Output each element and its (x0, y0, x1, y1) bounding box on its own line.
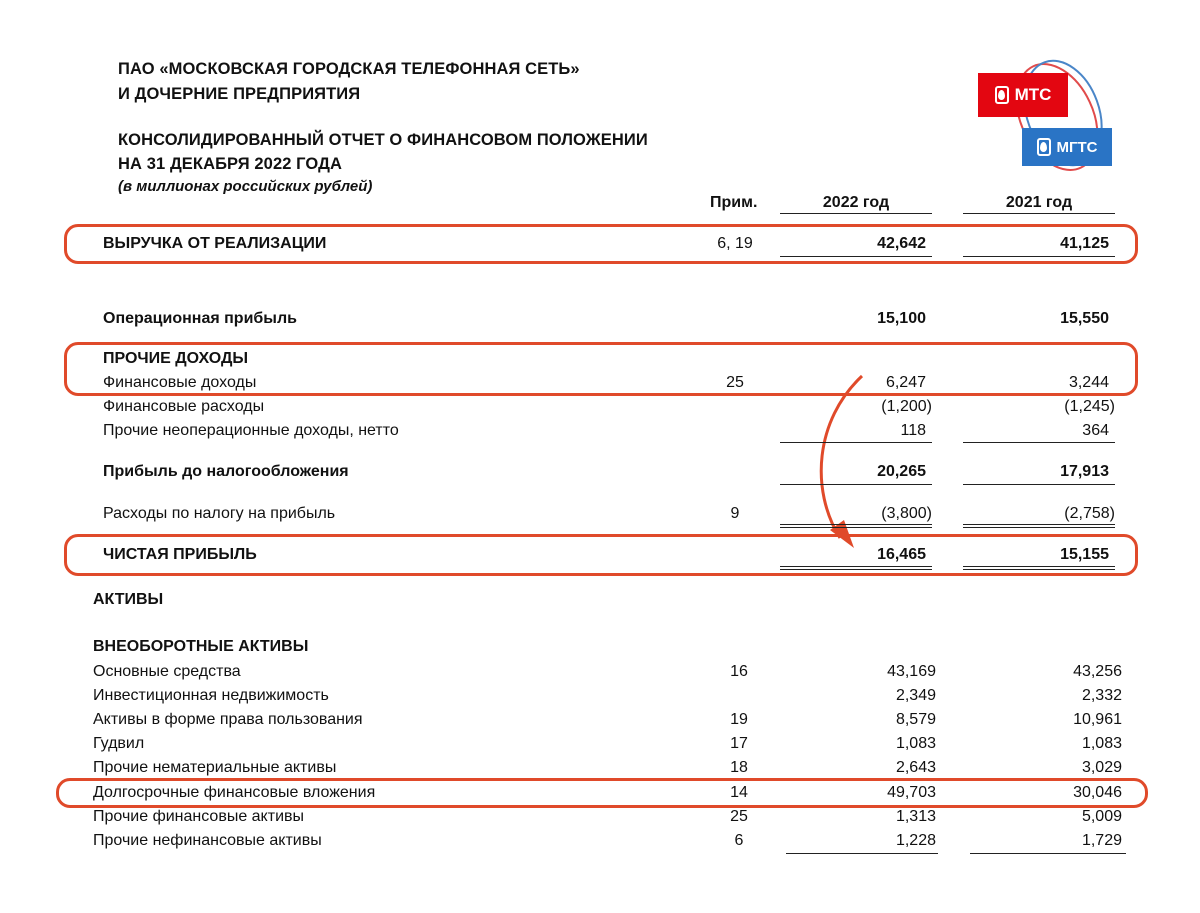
egg-icon (1037, 138, 1051, 156)
row-note: 25 (726, 374, 744, 391)
units-note: (в миллионах российских рублей) (118, 178, 373, 195)
column-header-note: Прим. (710, 194, 758, 211)
mgts-logo (1022, 128, 1112, 166)
row-note: 6, 19 (717, 235, 753, 252)
section-other-income: ПРОЧИЕ ДОХОДЫ (103, 350, 249, 367)
row-value-2022: 1,228 (895, 832, 936, 849)
double-underline (780, 524, 932, 528)
row-label: Прочие нематериальные активы (93, 759, 337, 776)
row-value-2022: 43,169 (887, 663, 936, 680)
column-header-2021: 2021 год (1005, 194, 1073, 211)
column-header-2022: 2022 год (822, 194, 890, 211)
row-label: Финансовые расходы (103, 398, 265, 415)
row-value-2021: 17,913 (1060, 463, 1109, 480)
row-value-2021: 41,125 (1060, 235, 1109, 252)
row-label: Прочие финансовые активы (93, 808, 304, 825)
row-label: Операционная прибыль (103, 310, 297, 327)
row-value-2022: (1,200) (881, 398, 932, 415)
row-value-2022: 15,100 (877, 310, 926, 327)
mts-logo-text: МТС (1014, 85, 1052, 104)
row-value-2021: (2,758) (1064, 505, 1115, 522)
underline (780, 484, 932, 485)
row-value-2021: 2,332 (1081, 687, 1122, 704)
double-underline (780, 566, 932, 570)
row-label: Инвестиционная недвижимость (93, 687, 329, 704)
row-label: Прочие неоперационные доходы, нетто (103, 422, 399, 439)
row-value-2022: 118 (900, 422, 926, 439)
row-value-2021: 1,729 (1081, 832, 1122, 849)
row-value-2021: 10,961 (1073, 711, 1122, 728)
row-note: 9 (730, 505, 740, 522)
row-note: 17 (730, 735, 748, 752)
row-label: Гудвил (93, 735, 145, 752)
row-value-2022: 6,247 (885, 374, 926, 391)
row-value-2022: 42,642 (877, 235, 926, 252)
underline (963, 442, 1115, 443)
row-value-2021: 3,029 (1081, 759, 1122, 776)
row-note: 18 (730, 759, 748, 776)
row-value-2021: 15,155 (1060, 546, 1109, 563)
report-title-line1: КОНСОЛИДИРОВАННЫЙ ОТЧЕТ О ФИНАНСОВОМ ПОЛОЖЕНИИ (118, 131, 648, 149)
underline (970, 853, 1126, 854)
assets-title: АКТИВЫ (93, 591, 164, 608)
noncurrent-assets-section: ВНЕОБОРОТНЫЕ АКТИВЫ (93, 638, 309, 655)
row-label: Прибыль до налогообложения (103, 463, 349, 480)
report-title-line2: НА 31 ДЕКАБРЯ 2022 ГОДА (118, 155, 343, 173)
row-value-2022: 8,579 (895, 711, 936, 728)
underline (963, 256, 1115, 257)
row-value-2021: (1,245) (1064, 398, 1115, 415)
column-underline (963, 213, 1115, 214)
row-note: 19 (730, 711, 748, 728)
row-value-2022: 2,349 (895, 687, 936, 704)
row-value-2022: 1,083 (895, 735, 936, 752)
mgts-logo-text: МГТС (1056, 138, 1098, 156)
double-underline (963, 566, 1115, 570)
column-underline (780, 213, 932, 214)
row-label: Активы в форме права пользования (93, 711, 363, 728)
row-value-2021: 5,009 (1081, 808, 1122, 825)
company-name-line1: ПАО «МОСКОВСКАЯ ГОРОДСКАЯ ТЕЛЕФОННАЯ СЕТЬ» (118, 60, 580, 78)
egg-icon (995, 86, 1009, 104)
row-note: 6 (734, 832, 744, 849)
row-label: Долгосрочные финансовые вложения (93, 784, 376, 801)
row-value-2022: 2,643 (895, 759, 936, 776)
underline (780, 442, 932, 443)
underline (786, 853, 938, 854)
row-label: Расходы по налогу на прибыль (103, 505, 336, 522)
row-value-2021: 30,046 (1073, 784, 1122, 801)
row-label: ЧИСТАЯ ПРИБЫЛЬ (103, 546, 257, 563)
row-value-2022: (3,800) (881, 505, 932, 522)
row-value-2021: 3,244 (1068, 374, 1109, 391)
row-value-2021: 43,256 (1073, 663, 1122, 680)
underline (963, 484, 1115, 485)
row-label: ВЫРУЧКА ОТ РЕАЛИЗАЦИИ (103, 235, 327, 252)
row-value-2022: 16,465 (877, 546, 926, 563)
row-value-2022: 49,703 (887, 784, 936, 801)
row-note: 25 (730, 808, 748, 825)
row-value-2021: 15,550 (1060, 310, 1109, 327)
row-label: Основные средства (93, 663, 241, 680)
company-name-line2: И ДОЧЕРНИЕ ПРЕДПРИЯТИЯ (118, 85, 361, 103)
row-label: Прочие нефинансовые активы (93, 832, 322, 849)
double-underline (963, 524, 1115, 528)
underline (780, 256, 932, 257)
row-value-2021: 364 (1082, 422, 1109, 439)
row-note: 16 (730, 663, 748, 680)
row-value-2022: 20,265 (877, 463, 926, 480)
mts-logo (978, 73, 1068, 117)
row-value-2021: 1,083 (1081, 735, 1122, 752)
row-value-2022: 1,313 (895, 808, 936, 825)
row-note: 14 (730, 784, 748, 801)
row-label: Финансовые доходы (103, 374, 257, 391)
